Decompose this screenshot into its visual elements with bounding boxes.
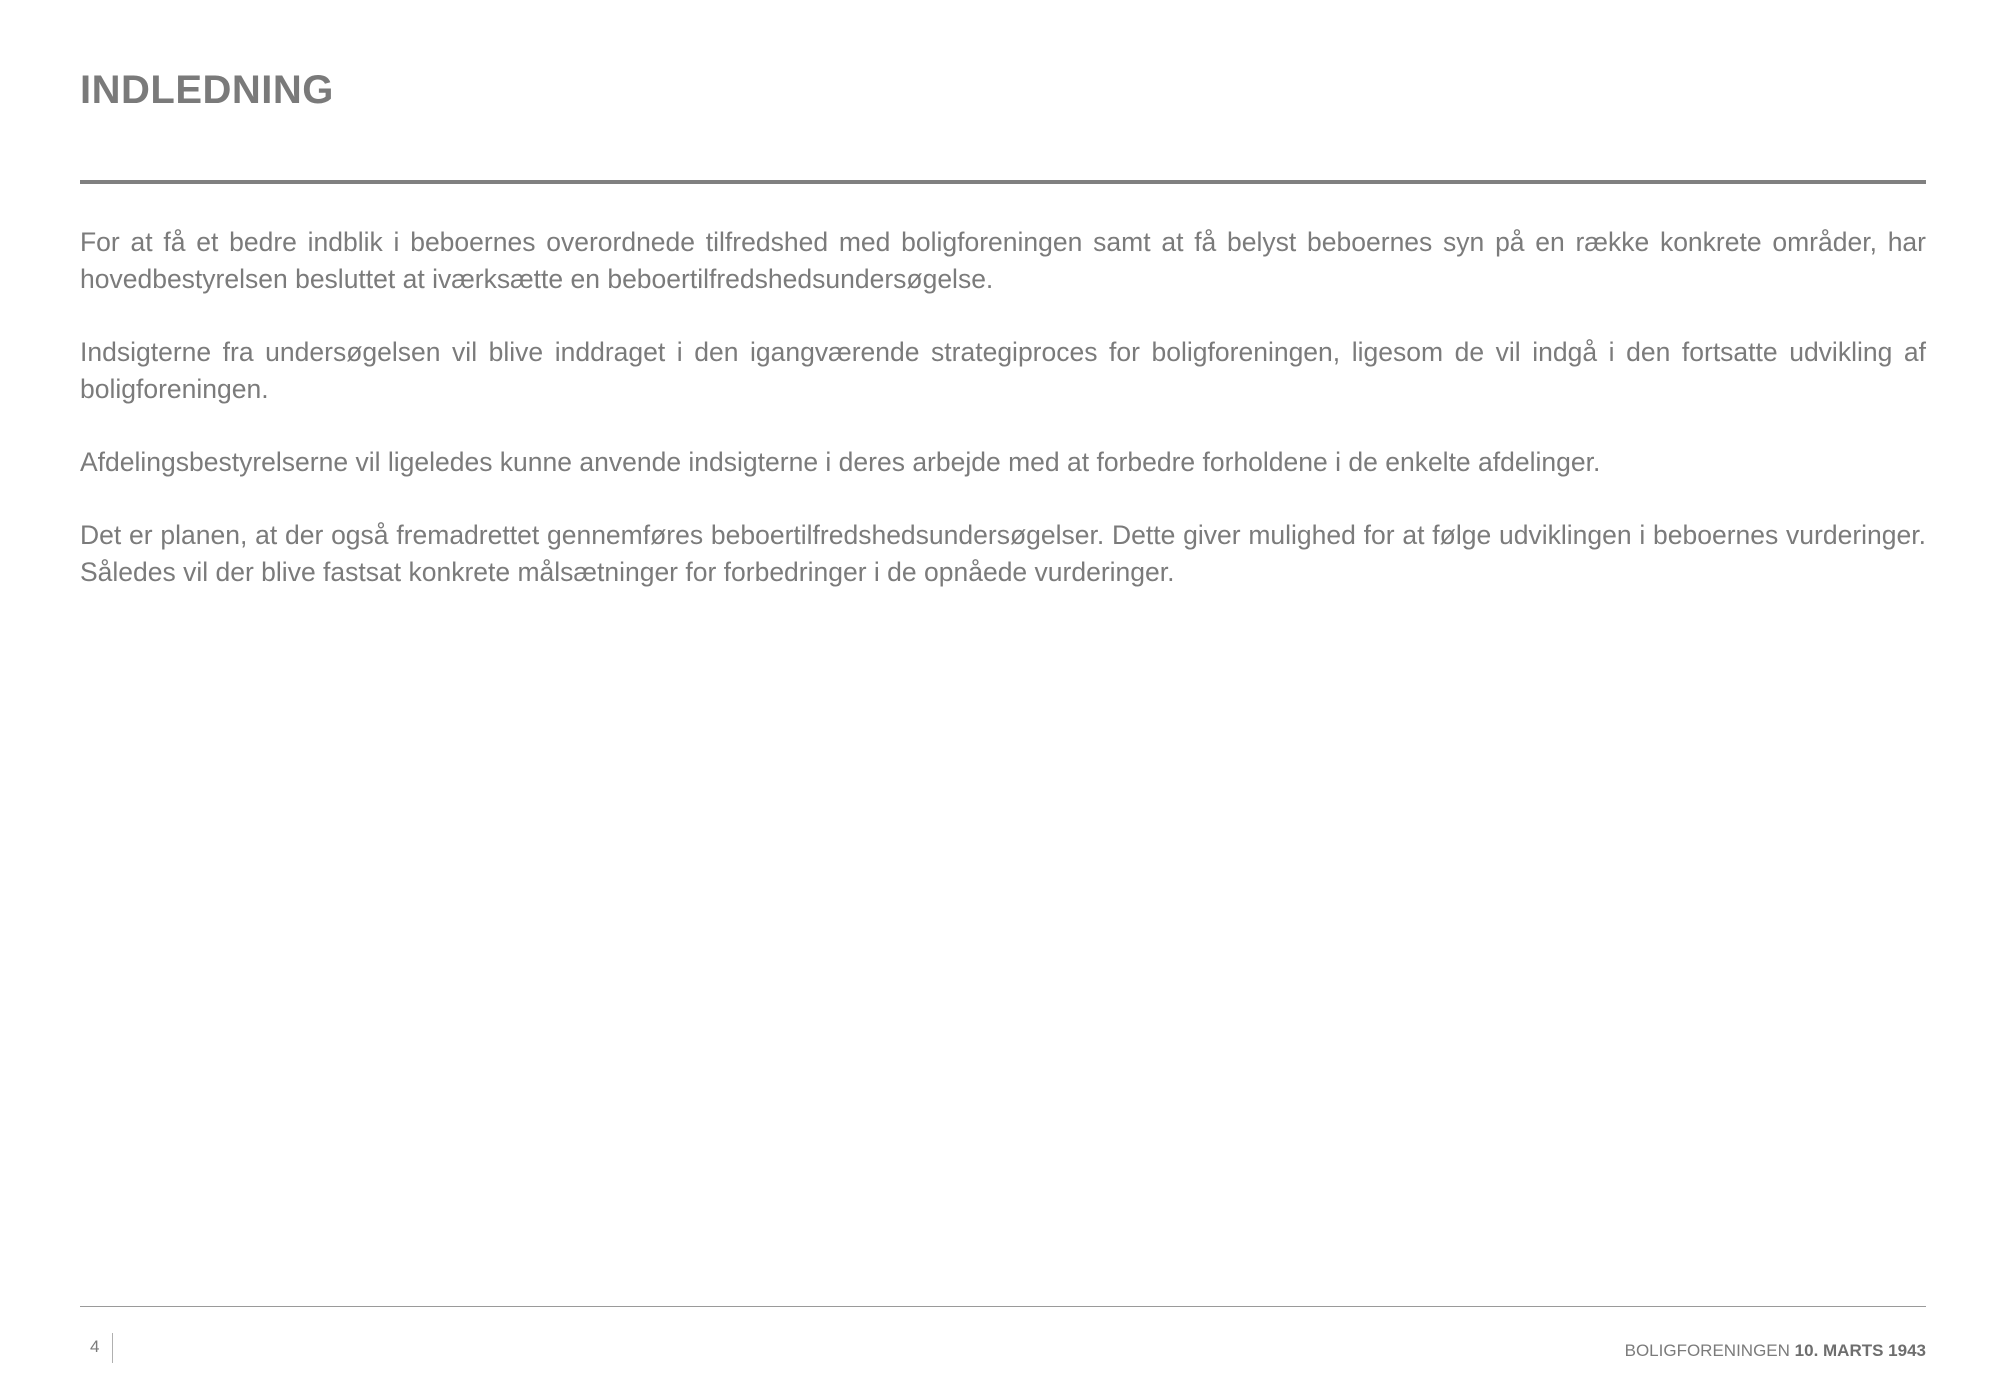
- title-divider: [80, 180, 1926, 184]
- body-text: [80, 224, 1926, 627]
- footer-label: [1625, 1340, 1926, 1362]
- footer-organization: BOLIGFORENINGEN: [1624, 1341, 1790, 1360]
- paragraph-department-boards: Afdelingsbestyrelserne vil ligeledes kunne anvende indsigterne i deres arbejde med at forbedre forholdene i de enkelte afdelinger.: [80, 447, 1601, 477]
- page-number-divider: [112, 1333, 113, 1363]
- page-title: INDLEDNING: [80, 68, 334, 112]
- page-number: 4: [90, 1337, 100, 1356]
- footer-divider: [80, 1306, 1926, 1307]
- footer-date: 10. MARTS 1943: [1794, 1341, 1926, 1360]
- paragraph-insights: Indsigterne fra undersøgelsen vil blive inddraget i den igangværende strategiproces for boligforeningen, ligesom de vil indgå i den fortsatte udvikling af boligforeningen.: [80, 337, 1926, 404]
- paragraph-intro: For at få et bedre indblik i beboernes overordnede tilfredshed med boligforeningen samt at få belyst beboernes syn på en række konkrete områder, har hovedbestyrelsen besluttet at iværksætte en beboertilfredshedsundersøgelse.: [80, 227, 1926, 294]
- paragraph-future-plans: Det er planen, at der også fremadrettet gennemføres beboertilfredshedsundersøgelser. Dette giver mulighed for at følge udviklingen i beboernes vurderinger. Således vil der blive fastsat konkrete målsætninger for forbedringer i de opnåede vurderinger.: [80, 520, 1926, 587]
